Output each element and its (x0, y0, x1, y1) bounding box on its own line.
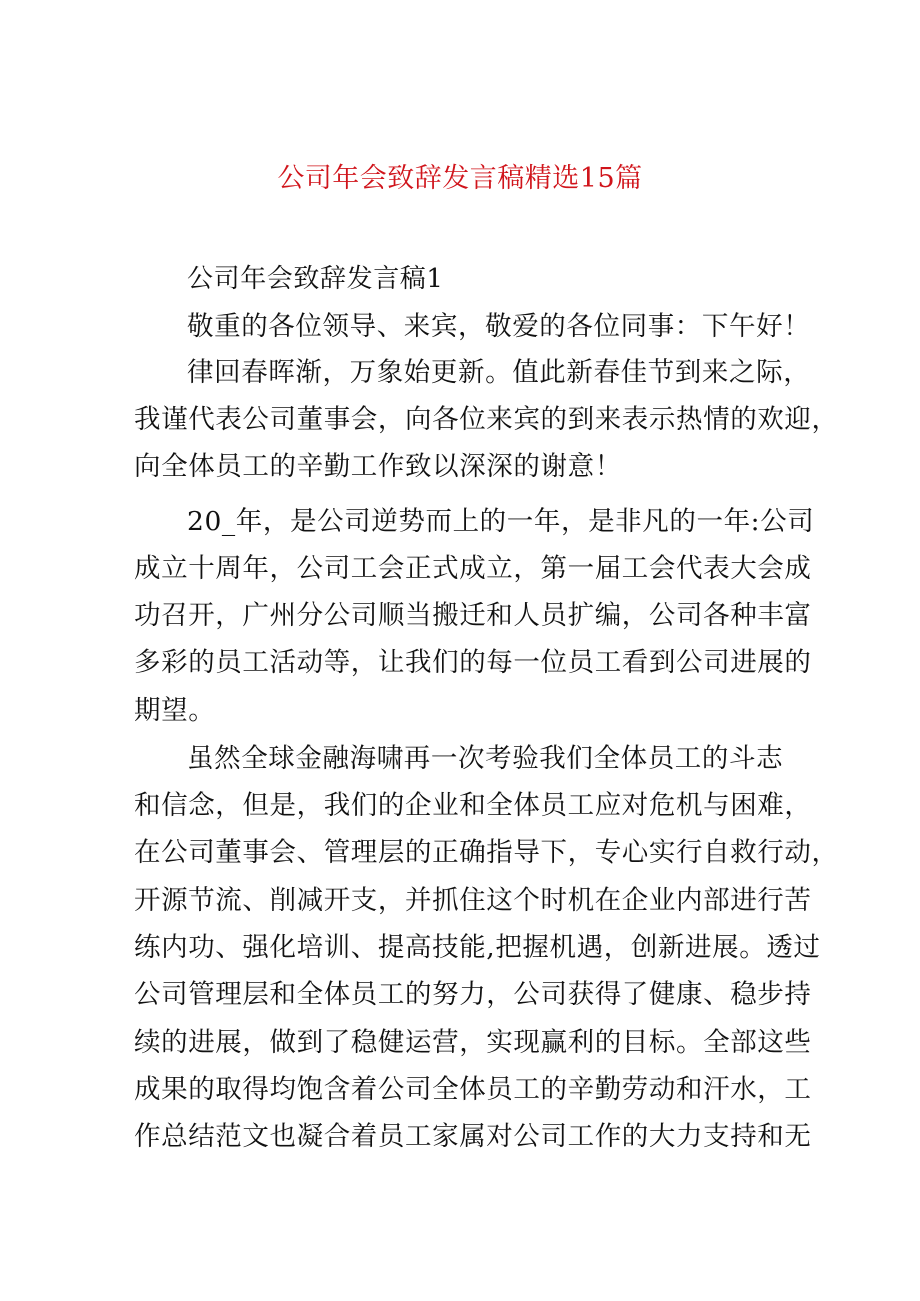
paragraph-line: 向全体员工的辛勤工作致以深深的谢意！ (134, 451, 622, 482)
greeting-line: 敬重的各位领导、来宾，敬爱的各位同事：下午好！ (187, 311, 811, 342)
paragraph-line: 作总结范文也凝合着员工家属对公司工作的大力支持和无 (134, 1121, 812, 1152)
paragraph-line: 多彩的员工活动等，让我们的每一位员工看到公司进展的 (134, 647, 812, 678)
paragraph-line: 我谨代表公司董事会，向各位来宾的到来表示热情的欢迎， (134, 404, 839, 435)
paragraph-line: 和信念，但是，我们的企业和全体员工应对危机与困难， (134, 790, 812, 821)
paragraph-line: 成果的取得均饱含着公司全体员工的辛勤劳动和汗水，工 (134, 1074, 812, 1105)
paragraph-line: 成立十周年，公司工会正式成立，第一届工会代表大会成 (134, 553, 812, 584)
paragraph-line: 公司管理层和全体员工的努力，公司获得了健康、稳步持 (134, 979, 812, 1010)
section-heading: 公司年会致辞发言稿1 (187, 264, 444, 294)
paragraph-line: 虽然全球金融海啸再一次考验我们全体员工的斗志 (187, 743, 784, 774)
paragraph-line: 练内功、强化培训、提高技能,把握机遇，创新进展。透过 (134, 932, 821, 963)
paragraph-line: 期望。 (134, 695, 216, 726)
paragraph-line: 续的进展，做到了稳健运营，实现赢利的目标。全部这些 (134, 1027, 812, 1058)
document-title: 公司年会致辞发言稿精选15篇 (277, 163, 643, 194)
paragraph-line: 功召开，广州分公司顺当搬迁和人员扩编，公司各种丰富 (134, 600, 812, 631)
paragraph-line: 20_年，是公司逆势而上的一年，是非凡的一年:公司 (187, 506, 815, 537)
paragraph-line: 在公司董事会、管理层的正确指导下，专心实行自救行动， (134, 837, 839, 868)
paragraph-line: 开源节流、削减开支，并抓住这个时机在企业内部进行苦 (134, 885, 812, 916)
paragraph-line: 律回春晖渐，万象始更新。值此新春佳节到来之际， (187, 357, 811, 388)
